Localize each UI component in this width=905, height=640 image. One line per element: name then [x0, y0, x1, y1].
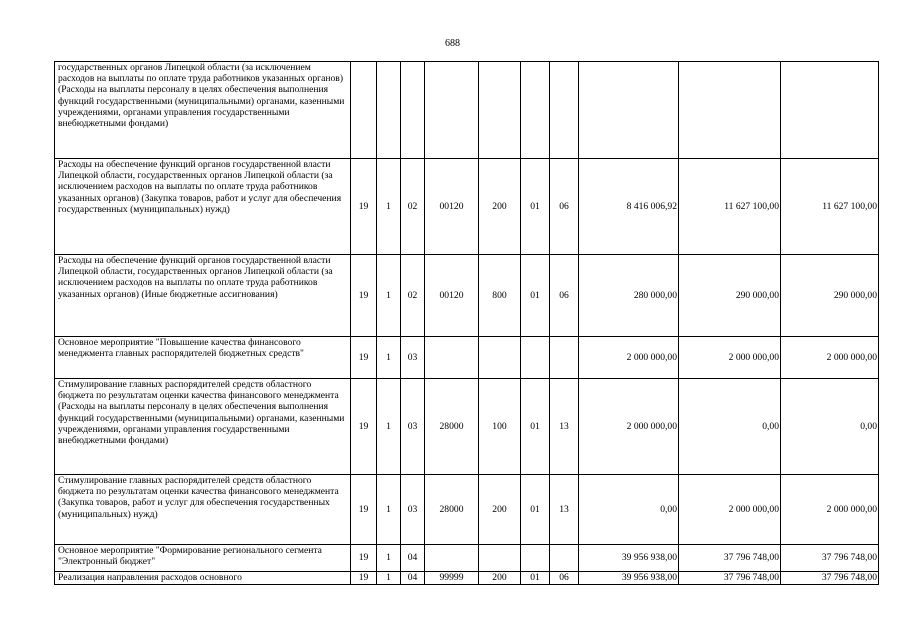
amount-year-1: 2 000 000,00: [579, 337, 679, 379]
code-gp: 19: [351, 572, 377, 585]
amount-year-1: 39 956 938,00: [579, 545, 679, 572]
amount-year-2: 37 796 748,00: [679, 545, 781, 572]
table-row: [55, 159, 879, 255]
code-gp: 19: [351, 255, 377, 337]
row-description: Расходы на обеспечение функций органов государственной власти Липецкой области, государственных органов Липецкой области (за исключением расходов на выплаты по оплате труда работников указанных органов) (Иные бюджетные ассигнования): [55, 255, 351, 337]
code-direction: [425, 545, 479, 572]
code-section: 01: [521, 379, 550, 475]
code-om: 03: [401, 475, 425, 545]
amount-year-1: 0,00: [579, 475, 679, 545]
code-expense-type: 800: [479, 255, 521, 337]
row-description: Основное мероприятие "Формирование регионального сегмента "Электронный бюджет": [55, 545, 351, 572]
code-om: 02: [401, 159, 425, 255]
amount-year-1: 8 416 006,92: [579, 159, 679, 255]
code-direction: 28000: [425, 475, 479, 545]
code-expense-type: 200: [479, 475, 521, 545]
amount-year-1: 39 956 938,00: [579, 572, 679, 585]
code-pp: 1: [377, 475, 401, 545]
table-row: [55, 379, 879, 475]
table-row: [55, 255, 879, 337]
code-direction: 28000: [425, 379, 479, 475]
code-pp: 1: [377, 545, 401, 572]
code-section: [521, 62, 550, 159]
code-gp: 19: [351, 337, 377, 379]
code-direction: 99999: [425, 572, 479, 585]
row-description: Реализация направления расходов основного: [55, 572, 351, 585]
code-subsection: [550, 337, 579, 379]
row-description: Основное мероприятие "Повышение качества финансового менеджмента главных распорядителей бюджетных средств": [55, 337, 351, 379]
code-om: 04: [401, 572, 425, 585]
amount-year-3: 2 000 000,00: [781, 337, 879, 379]
code-section: 01: [521, 572, 550, 585]
code-pp: [377, 62, 401, 159]
code-pp: 1: [377, 337, 401, 379]
amount-year-2: [679, 62, 781, 159]
code-section: 01: [521, 255, 550, 337]
amount-year-2: 290 000,00: [679, 255, 781, 337]
amount-year-2: 0,00: [679, 379, 781, 475]
code-gp: [351, 62, 377, 159]
code-subsection: 13: [550, 475, 579, 545]
code-om: 03: [401, 337, 425, 379]
code-direction: [425, 62, 479, 159]
amount-year-2: 37 796 748,00: [679, 572, 781, 585]
code-om: 04: [401, 545, 425, 572]
table-row: [55, 337, 879, 379]
amount-year-3: 37 796 748,00: [781, 545, 879, 572]
code-subsection: 06: [550, 255, 579, 337]
code-expense-type: 100: [479, 379, 521, 475]
row-description: Расходы на обеспечение функций органов государственной власти Липецкой области, государственных органов Липецкой области (за исключением расходов на выплаты по оплате труда работников указанных органов) (Закупка товаров, работ и услуг для обеспечения государственных (муниципальных) нужд): [55, 159, 351, 255]
code-gp: 19: [351, 475, 377, 545]
code-subsection: [550, 62, 579, 159]
code-pp: 1: [377, 379, 401, 475]
table-row: [55, 545, 879, 572]
code-direction: 00120: [425, 159, 479, 255]
amount-year-1: 2 000 000,00: [579, 379, 679, 475]
code-subsection: 06: [550, 159, 579, 255]
code-expense-type: [479, 337, 521, 379]
code-expense-type: [479, 62, 521, 159]
code-pp: 1: [377, 572, 401, 585]
amount-year-3: 11 627 100,00: [781, 159, 879, 255]
code-subsection: [550, 545, 579, 572]
code-expense-type: 200: [479, 572, 521, 585]
code-subsection: 13: [550, 379, 579, 475]
code-direction: 00120: [425, 255, 479, 337]
table-body: [55, 62, 879, 585]
code-section: 01: [521, 475, 550, 545]
table-row: [55, 62, 879, 159]
code-expense-type: [479, 545, 521, 572]
amount-year-3: 2 000 000,00: [781, 475, 879, 545]
code-direction: [425, 337, 479, 379]
code-expense-type: 200: [479, 159, 521, 255]
code-pp: 1: [377, 159, 401, 255]
amount-year-1: [579, 62, 679, 159]
row-description: Стимулирование главных распорядителей средств областного бюджета по результатам оценки качества финансового менеджмента (Закупка товаров, работ и услуг для обеспечения государственных (муниципальных) нужд): [55, 475, 351, 545]
row-description: Стимулирование главных распорядителей средств областного бюджета по результатам оценки качества финансового менеджмента (Расходы на выплаты персоналу в целях обеспечения выполнения функций государственными (муниципальными) органами, казенными учреждениями, органами управления государственными внебюджетными фондами): [55, 379, 351, 475]
code-section: [521, 545, 550, 572]
code-om: 02: [401, 255, 425, 337]
page-number: 688: [445, 38, 460, 49]
amount-year-2: 11 627 100,00: [679, 159, 781, 255]
code-section: 01: [521, 159, 550, 255]
amount-year-3: 37 796 748,00: [781, 572, 879, 585]
amount-year-2: 2 000 000,00: [679, 337, 781, 379]
amount-year-3: 290 000,00: [781, 255, 879, 337]
code-gp: 19: [351, 545, 377, 572]
amount-year-3: 0,00: [781, 379, 879, 475]
code-pp: 1: [377, 255, 401, 337]
amount-year-3: [781, 62, 879, 159]
table-row: [55, 475, 879, 545]
amount-year-1: 280 000,00: [579, 255, 679, 337]
code-section: [521, 337, 550, 379]
amount-year-2: 2 000 000,00: [679, 475, 781, 545]
code-gp: 19: [351, 159, 377, 255]
code-subsection: 06: [550, 572, 579, 585]
code-gp: 19: [351, 379, 377, 475]
code-om: 03: [401, 379, 425, 475]
code-om: [401, 62, 425, 159]
row-description: государственных органов Липецкой области (за исключением расходов на выплаты по оплате труда работников указанных органов) (Расходы на выплаты персоналу в целях обеспечения выполнения функций государственными (муниципальными) органами, казенными учреждениями, органами управления государственными внебюджетными фондами): [55, 62, 351, 159]
table-row: [55, 572, 879, 585]
budget-table: [54, 61, 879, 585]
